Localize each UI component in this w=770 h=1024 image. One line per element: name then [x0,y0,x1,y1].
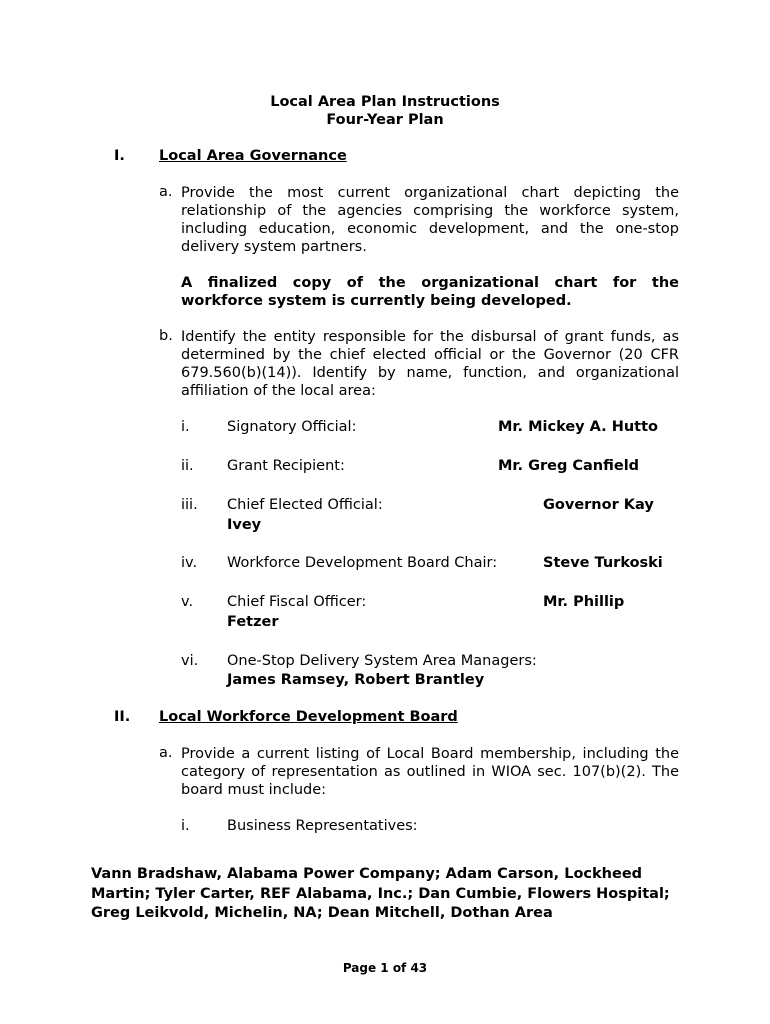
chief-fiscal-officer-value-cont: Fetzer [227,614,279,630]
section-2-item-a-text: Provide a current listing of Local Board membership, including the category of representation as outlined in WIOA sec. 107(b)(2). The board must include: [181,746,679,798]
chief-elected-official-value-cont: Ivey [227,517,262,533]
section-2-number: II. [114,709,131,725]
roman-ii: ii. [181,458,194,474]
area-managers-label: One-Stop Delivery System Area Managers: [227,653,537,669]
chief-elected-official-label: Chief Elected Official: [227,497,383,513]
chief-fiscal-officer-value: Mr. Phillip [543,594,625,610]
roman-i: i. [181,419,190,435]
roman-iii: iii. [181,497,198,513]
item-a-letter: a. [159,184,173,200]
board-chair-value: Steve Turkoski [543,555,663,571]
item-a-text: Provide the most current organizational chart depicting the relationship of the agencies comprising the workforce system, including education, economic development, and the one-stop delivery system partners. [181,185,679,255]
grant-recipient-label: Grant Recipient: [227,458,345,474]
board-members-list: Vann Bradshaw, Alabama Power Company; Adam Carson, Lockheed Martin; Tyler Carter, REF Alabama, Inc.; Dan Cumbie, Flowers Hospital; Greg Leikvold, Michelin, NA; Dean Mitchell, Dothan Area [91,866,670,921]
item-b-text: Identify the entity responsible for the disbursal of grant funds, as determined by the chief elected official or the Governor (20 CFR 679.560(b)(14)). Identify by name, function, and organizational affiliation of the local area: [181,329,679,399]
section-1-heading: Local Area Governance [159,148,347,164]
roman-v: v. [181,594,194,610]
chief-fiscal-officer-label: Chief Fiscal Officer: [227,594,367,610]
document-title: Local Area Plan Instructions [270,94,500,110]
item-b-letter: b. [159,328,173,344]
area-managers-value: James Ramsey, Robert Brantley [227,672,485,688]
page-number: Page 1 of 43 [342,961,428,975]
org-chart-note: A finalized copy of the organizational chart for the workforce system is currently being developed. [181,275,679,309]
board-chair-label: Workforce Development Board Chair: [227,555,498,571]
document-subtitle: Four-Year Plan [326,112,444,128]
section-2-roman-i: i. [181,818,190,834]
signatory-official-value: Mr. Mickey A. Hutto [498,419,658,435]
grant-recipient-value: Mr. Greg Canfield [498,458,640,474]
section-1-number: I. [114,148,125,164]
section-2-heading: Local Workforce Development Board [159,709,458,725]
chief-elected-official-value: Governor Kay [543,497,654,513]
roman-vi: vi. [181,653,199,669]
section-2-item-a-letter: a. [159,745,173,761]
business-representatives-label: Business Representatives: [227,818,418,834]
signatory-official-label: Signatory Official: [227,419,357,435]
roman-iv: iv. [181,555,198,571]
